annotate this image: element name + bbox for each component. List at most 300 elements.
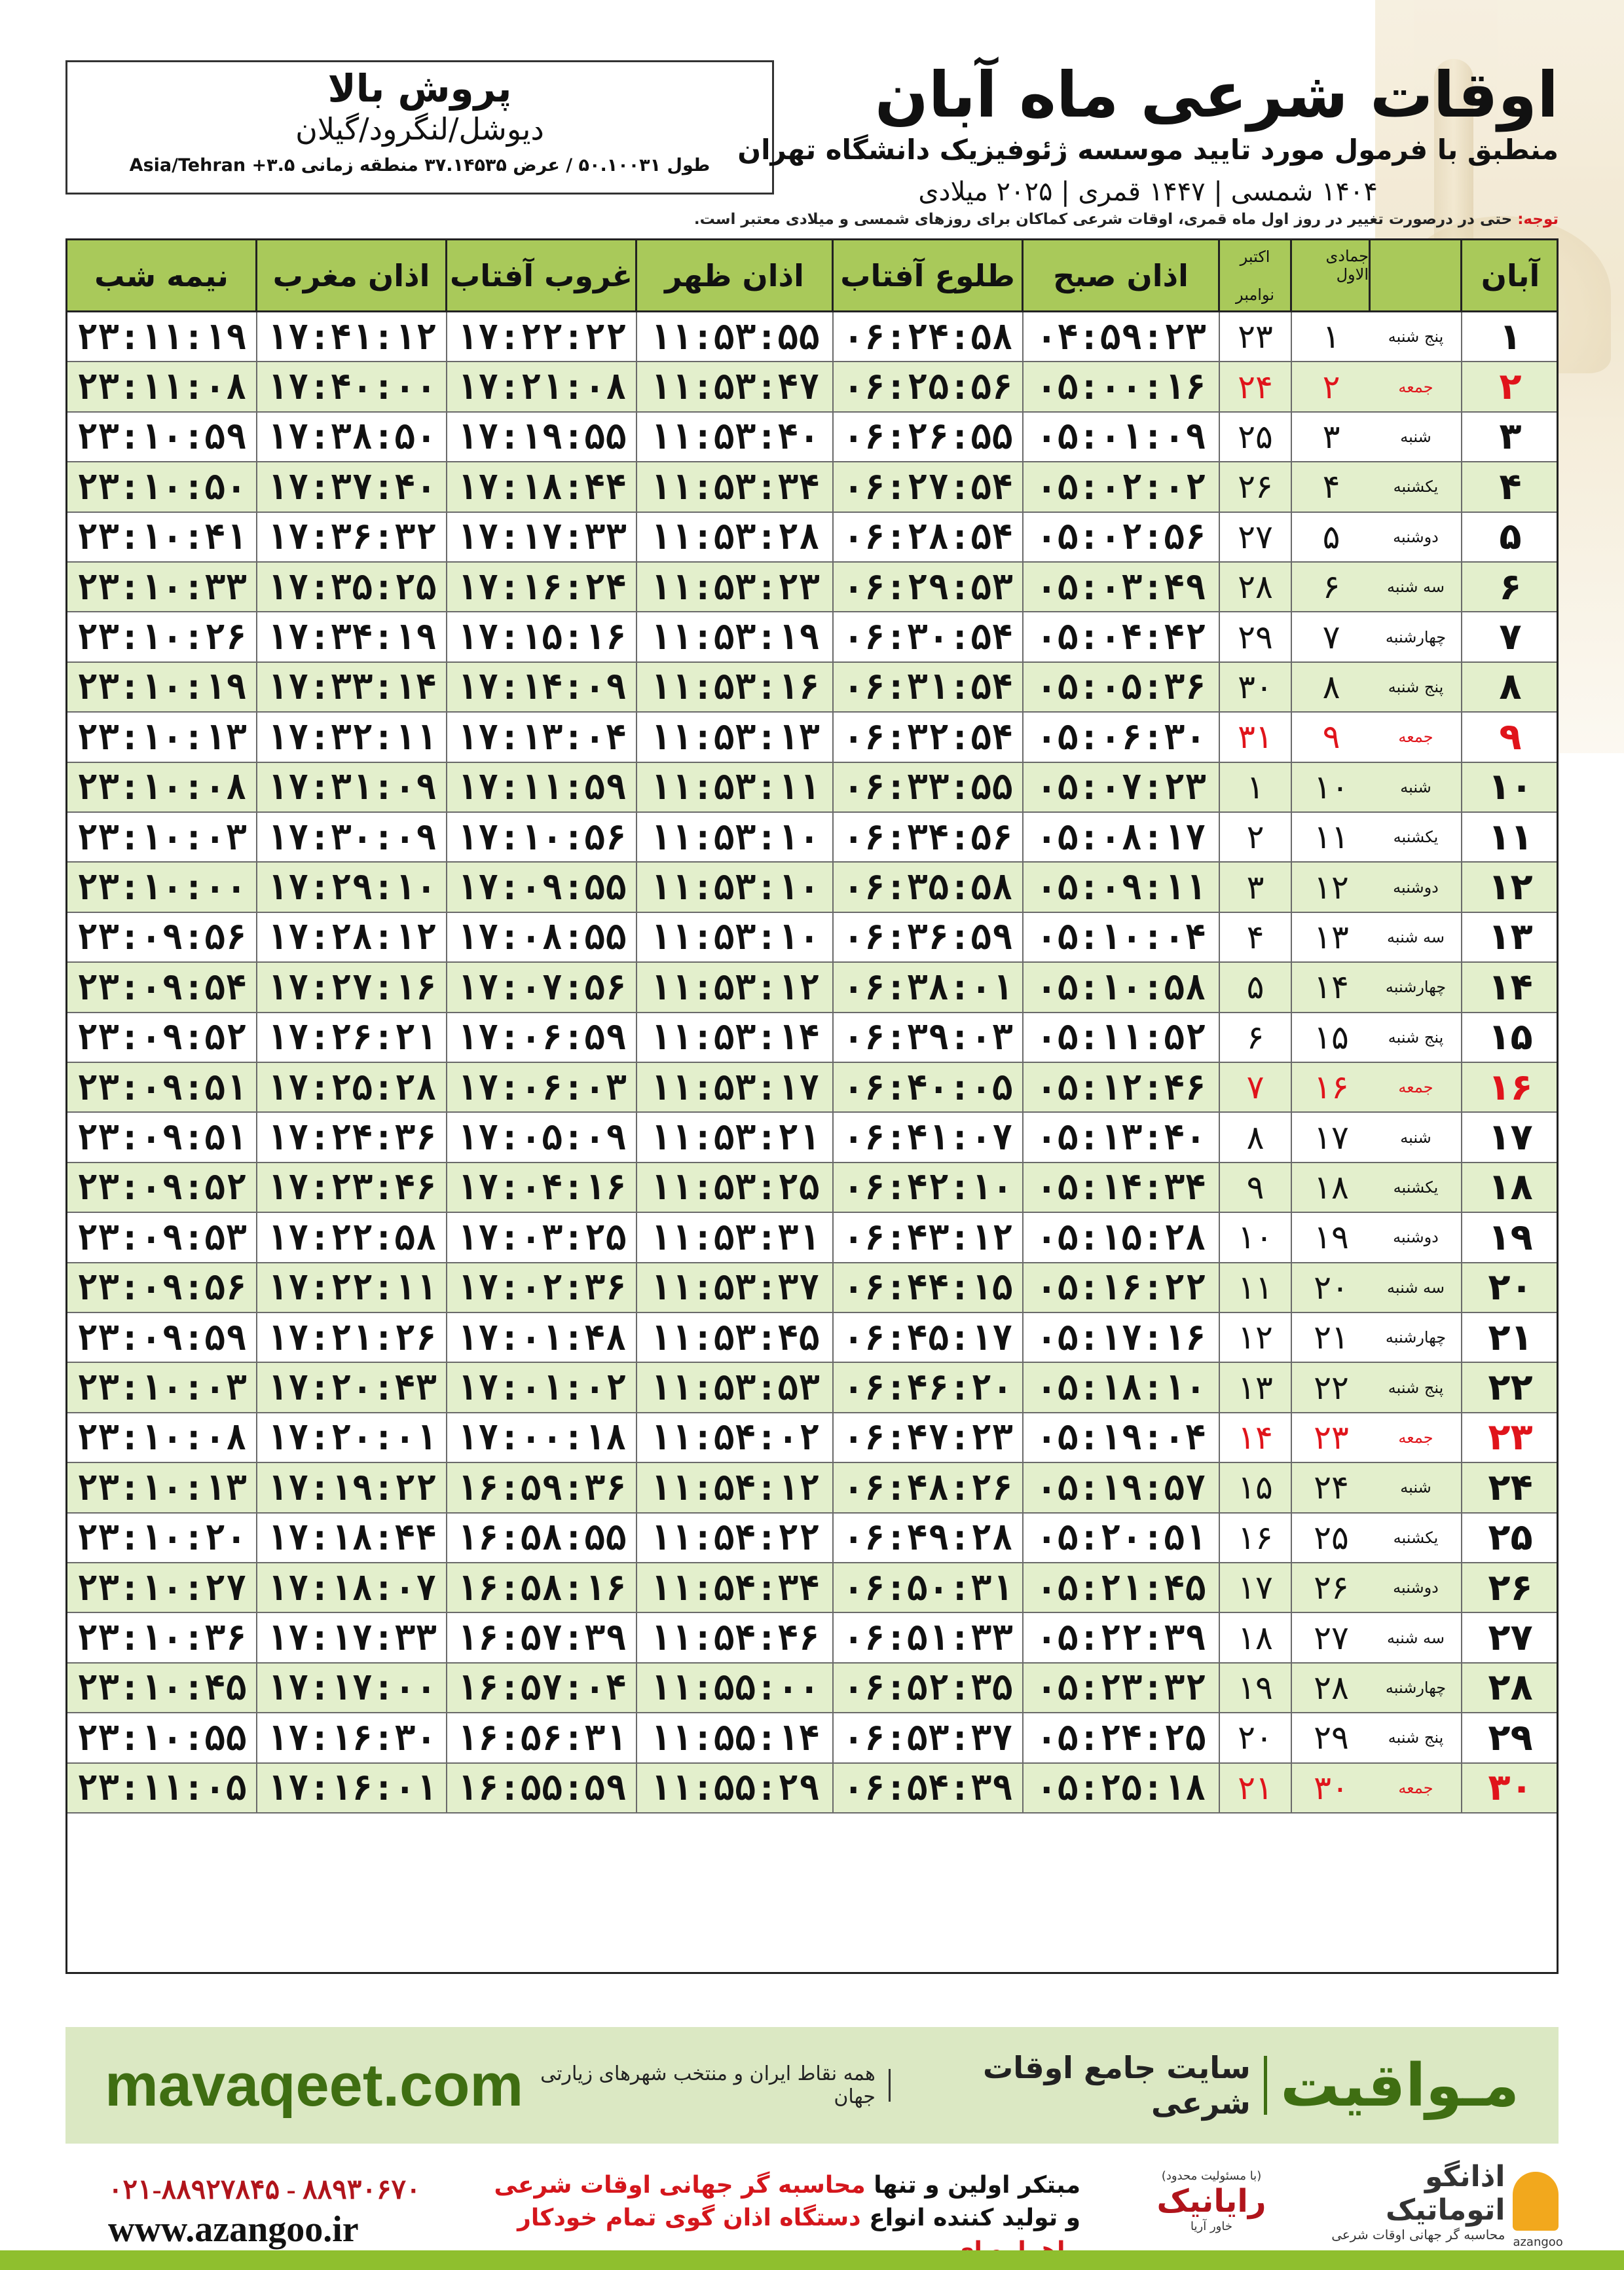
cell-dhuhr: ۱۱:۵۴:۰۲ bbox=[637, 1413, 834, 1462]
table-row bbox=[67, 813, 1557, 863]
cell-day: ۳۰ bbox=[1488, 1766, 1533, 1810]
cell-hj: ۱۶ bbox=[1314, 1068, 1349, 1107]
cell-maghrib: ۱۷:۳۶:۳۲ bbox=[257, 513, 447, 561]
cell-sunrise: ۰۶:۳۳:۵۵ bbox=[834, 763, 1024, 811]
cell-dhuhr: ۱۱:۵۳:۱۳ bbox=[637, 713, 834, 761]
cell-gr: ۱۰ bbox=[1220, 1213, 1292, 1261]
cell-midnight: ۲۳:۱۰:۳۶ bbox=[67, 1613, 257, 1662]
cell-midnight: ۲۳:۰۹:۵۶ bbox=[67, 913, 257, 961]
cell-sunrise: ۰۶:۳۹:۰۳ bbox=[834, 1013, 1024, 1062]
cell-fajr: ۰۵:۰۵:۳۶ bbox=[1024, 663, 1220, 711]
cell-fajr: ۰۵:۲۴:۲۵ bbox=[1024, 1713, 1220, 1762]
cell-dhuhr: ۱۱:۵۳:۲۵ bbox=[637, 1163, 834, 1212]
cell-maghrib: ۱۷:۱۸:۴۴ bbox=[257, 1514, 447, 1562]
cell-gr: ۱۶ bbox=[1220, 1514, 1292, 1562]
cell-day: ۱۶ bbox=[1488, 1066, 1533, 1109]
cell-sunrise: ۰۶:۵۰:۳۱ bbox=[834, 1563, 1024, 1612]
header-month: آبان bbox=[1481, 257, 1540, 293]
cell-dhuhr: ۱۱:۵۴:۴۶ bbox=[637, 1613, 834, 1662]
cell-sunrise: ۰۶:۳۴:۵۶ bbox=[834, 813, 1024, 861]
table-row bbox=[67, 1013, 1557, 1063]
cell-dhuhr: ۱۱:۵۳:۱۹ bbox=[637, 612, 834, 661]
cell-day: ۱۹ bbox=[1488, 1216, 1533, 1259]
cell-maghrib: ۱۷:۳۵:۲۵ bbox=[257, 563, 447, 611]
cell-gr: ۱۲ bbox=[1220, 1313, 1292, 1362]
cell-dhuhr: ۱۱:۵۴:۱۲ bbox=[637, 1463, 834, 1512]
cell-sunrise: ۰۶:۵۲:۳۵ bbox=[834, 1664, 1024, 1712]
cell-fajr: ۰۵:۱۷:۱۶ bbox=[1024, 1313, 1220, 1362]
cell-dhuhr: ۱۱:۵۴:۳۴ bbox=[637, 1563, 834, 1612]
cell-day: ۷ bbox=[1499, 616, 1522, 659]
cell-maghrib: ۱۷:۱۷:۳۳ bbox=[257, 1613, 447, 1662]
cell-dhuhr: ۱۱:۵۳:۱۰ bbox=[637, 913, 834, 961]
table-row bbox=[67, 1163, 1557, 1213]
table-row bbox=[67, 1413, 1557, 1463]
cell-gr: ۲ bbox=[1220, 813, 1292, 861]
cell-gr: ۱۸ bbox=[1220, 1613, 1292, 1662]
cell-midnight: ۲۳:۰۹:۵۳ bbox=[67, 1213, 257, 1261]
cell-sunrise: ۰۶:۲۶:۵۵ bbox=[834, 413, 1024, 461]
description-text: و تولید کننده انواع bbox=[860, 2205, 1080, 2231]
cell-dhuhr: ۱۱:۵۳:۵۳ bbox=[637, 1363, 834, 1411]
cell-dhuhr: ۱۱:۵۳:۵۵ bbox=[637, 312, 834, 361]
cell-wd: دوشنبه bbox=[1371, 863, 1462, 911]
cell-gr: ۲۳ bbox=[1220, 312, 1292, 361]
cell-dhuhr: ۱۱:۵۳:۳۱ bbox=[637, 1213, 834, 1261]
header-sunrise: طلوع آفتاب bbox=[834, 240, 1024, 310]
cell-hj: ۲۹ bbox=[1314, 1719, 1349, 1757]
cell-sunrise: ۰۶:۳۲:۵۴ bbox=[834, 713, 1024, 761]
cell-fajr: ۰۵:۰۴:۴۲ bbox=[1024, 612, 1220, 661]
azangoo-name: اذانگو اتوماتیک bbox=[1385, 2160, 1505, 2227]
cell-gr: ۲۰ bbox=[1220, 1713, 1292, 1762]
cell-dhuhr: ۱۱:۵۳:۱۴ bbox=[637, 1013, 834, 1062]
cell-dhuhr: ۱۱:۵۳:۱۶ bbox=[637, 663, 834, 711]
cell-day: ۴ bbox=[1499, 465, 1522, 508]
cell-gr: ۲۹ bbox=[1220, 612, 1292, 661]
prayer-times-table bbox=[65, 238, 1559, 1974]
cell-fajr: ۰۵:۰۲:۵۶ bbox=[1024, 513, 1220, 561]
cell-hj: ۲۳ bbox=[1314, 1418, 1349, 1457]
header-midnight: نیمه شب bbox=[67, 240, 257, 310]
cell-maghrib: ۱۷:۴۰:۰۰ bbox=[257, 362, 447, 411]
coordinates: طول ۵۰.۱۰۰۳۱ / عرض ۳۷.۱۴۵۳۵ منطقه زمانی ۳.۵+ Asia/Tehran bbox=[129, 155, 710, 176]
cell-fajr: ۰۵:۱۳:۴۰ bbox=[1024, 1113, 1220, 1161]
cell-maghrib: ۱۷:۲۹:۱۰ bbox=[257, 863, 447, 911]
cell-dhuhr: ۱۱:۵۳:۱۰ bbox=[637, 813, 834, 861]
cell-sunset: ۱۶:۵۷:۰۴ bbox=[447, 1664, 637, 1712]
cell-hj: ۲۰ bbox=[1314, 1268, 1349, 1307]
cell-hj: ۱۰ bbox=[1314, 768, 1349, 806]
table-row bbox=[67, 1664, 1557, 1713]
cell-midnight: ۲۳:۰۹:۵۲ bbox=[67, 1163, 257, 1212]
cell-sunrise: ۰۶:۴۶:۲۰ bbox=[834, 1363, 1024, 1411]
cell-sunrise: ۰۶:۵۴:۳۹ bbox=[834, 1764, 1024, 1812]
cell-midnight: ۲۳:۱۰:۰۸ bbox=[67, 763, 257, 811]
cell-midnight: ۲۳:۰۹:۵۴ bbox=[67, 963, 257, 1011]
cell-sunset: ۱۷:۰۰:۱۸ bbox=[447, 1413, 637, 1462]
cell-midnight: ۲۳:۱۱:۰۸ bbox=[67, 362, 257, 411]
cell-dhuhr: ۱۱:۵۳:۲۳ bbox=[637, 563, 834, 611]
cell-sunset: ۱۷:۰۶:۵۹ bbox=[447, 1013, 637, 1062]
cell-midnight: ۲۳:۱۰:۲۷ bbox=[67, 1563, 257, 1612]
cell-midnight: ۲۳:۱۰:۲۶ bbox=[67, 612, 257, 661]
cell-maghrib: ۱۷:۱۶:۰۱ bbox=[257, 1764, 447, 1812]
cell-midnight: ۲۳:۱۰:۴۱ bbox=[67, 513, 257, 561]
cell-day: ۹ bbox=[1499, 715, 1522, 758]
azangoo-mark-icon bbox=[1513, 2172, 1563, 2249]
cell-maghrib: ۱۷:۲۵:۲۸ bbox=[257, 1063, 447, 1111]
cell-hj: ۲ bbox=[1322, 367, 1340, 406]
cell-day: ۲۰ bbox=[1488, 1266, 1533, 1309]
cell-hj: ۳۰ bbox=[1314, 1768, 1349, 1807]
cell-sunset: ۱۷:۱۱:۵۹ bbox=[447, 763, 637, 811]
cell-midnight: ۲۳:۱۰:۰۸ bbox=[67, 1413, 257, 1462]
page-subtitle: منطبق با فرمول مورد تایید موسسه ژئوفیزیک دانشگاه تهران bbox=[737, 134, 1559, 166]
rayanik-logo bbox=[1113, 2165, 1310, 2237]
cell-midnight: ۲۳:۱۱:۰۵ bbox=[67, 1764, 257, 1812]
cell-fajr: ۰۵:۱۰:۵۸ bbox=[1024, 963, 1220, 1011]
cell-maghrib: ۱۷:۲۰:۴۳ bbox=[257, 1363, 447, 1411]
cell-maghrib: ۱۷:۱۶:۳۰ bbox=[257, 1713, 447, 1762]
cell-sunset: ۱۷:۱۳:۰۴ bbox=[447, 713, 637, 761]
rayanik-name: رایانیک bbox=[1156, 2183, 1266, 2220]
cell-gr: ۳ bbox=[1220, 863, 1292, 911]
table-header bbox=[67, 240, 1557, 312]
cell-dhuhr: ۱۱:۵۳:۲۸ bbox=[637, 513, 834, 561]
header-dhuhr: اذان ظهر bbox=[637, 240, 834, 310]
cell-hj: ۲۸ bbox=[1314, 1668, 1349, 1707]
table-row bbox=[67, 713, 1557, 762]
cell-gr: ۳۱ bbox=[1220, 713, 1292, 761]
header-maghrib: اذان مغرب bbox=[257, 240, 447, 310]
cell-hj: ۱۵ bbox=[1314, 1018, 1349, 1056]
cell-maghrib: ۱۷:۲۲:۱۱ bbox=[257, 1263, 447, 1312]
cell-maghrib: ۱۷:۲۲:۵۸ bbox=[257, 1213, 447, 1261]
cell-wd: پنج شنبه bbox=[1371, 663, 1462, 711]
header-greg-month-2: نوامبر bbox=[1235, 285, 1275, 304]
cell-hj: ۲۷ bbox=[1314, 1618, 1349, 1657]
header-fajr: اذان صبح bbox=[1024, 240, 1220, 310]
cell-wd: سه شنبه bbox=[1371, 563, 1462, 611]
cell-sunset: ۱۷:۱۵:۱۶ bbox=[447, 612, 637, 661]
cell-hj: ۸ bbox=[1322, 667, 1340, 706]
cell-gr: ۷ bbox=[1220, 1063, 1292, 1111]
cell-fajr: ۰۵:۱۲:۴۶ bbox=[1024, 1063, 1220, 1111]
cell-gr: ۱۳ bbox=[1220, 1363, 1292, 1411]
cell-fajr: ۰۵:۲۳:۳۲ bbox=[1024, 1664, 1220, 1712]
footer bbox=[65, 2160, 1563, 2253]
cell-midnight: ۲۳:۱۰:۰۳ bbox=[67, 813, 257, 861]
azangoo-sub: محاسبه گر جهانی اوقات شرعی bbox=[1331, 2227, 1505, 2242]
cell-wd: دوشنبه bbox=[1371, 513, 1462, 561]
phone-numbers: ۰۲۱-۸۸۹۲۷۸۴۵ - ۸۸۹۳۰۶۷۰ bbox=[108, 2175, 421, 2205]
rayanik-note: (با مسئولیت محدود) bbox=[1161, 2169, 1262, 2183]
cell-wd: چهارشنبه bbox=[1371, 963, 1462, 1011]
cell-gr: ۴ bbox=[1220, 913, 1292, 961]
notice-label: توجه: bbox=[1517, 211, 1559, 228]
cell-dhuhr: ۱۱:۵۳:۱۲ bbox=[637, 963, 834, 1011]
cell-maghrib: ۱۷:۳۰:۰۹ bbox=[257, 813, 447, 861]
cell-gr: ۵ bbox=[1220, 963, 1292, 1011]
cell-sunset: ۱۷:۰۵:۰۹ bbox=[447, 1113, 637, 1161]
cell-sunset: ۱۶:۵۶:۳۱ bbox=[447, 1713, 637, 1762]
cell-wd: سه شنبه bbox=[1371, 1613, 1462, 1662]
cell-sunset: ۱۷:۲۲:۲۲ bbox=[447, 312, 637, 361]
bottom-accent-bar bbox=[0, 2250, 1624, 2270]
cell-hj: ۳ bbox=[1322, 417, 1340, 456]
cell-day: ۳ bbox=[1499, 415, 1522, 458]
cell-dhuhr: ۱۱:۵۳:۴۰ bbox=[637, 413, 834, 461]
cell-day: ۱۸ bbox=[1488, 1166, 1533, 1209]
cell-sunset: ۱۷:۱۷:۳۳ bbox=[447, 513, 637, 561]
cell-sunset: ۱۷:۰۱:۰۲ bbox=[447, 1363, 637, 1411]
table-row bbox=[67, 1463, 1557, 1513]
cell-sunrise: ۰۶:۴۷:۲۳ bbox=[834, 1413, 1024, 1462]
cell-hj: ۲۶ bbox=[1314, 1569, 1349, 1607]
table-row bbox=[67, 1764, 1557, 1814]
cell-maghrib: ۱۷:۲۷:۱۶ bbox=[257, 963, 447, 1011]
cell-gr: ۲۴ bbox=[1220, 362, 1292, 411]
cell-maghrib: ۱۷:۳۷:۴۰ bbox=[257, 462, 447, 511]
cell-sunrise: ۰۶:۴۲:۱۰ bbox=[834, 1163, 1024, 1212]
region-name: دیوشل/لنگرود/گیلان bbox=[295, 111, 544, 147]
cell-sunrise: ۰۶:۴۴:۱۵ bbox=[834, 1263, 1024, 1312]
cell-fajr: ۰۴:۵۹:۲۳ bbox=[1024, 312, 1220, 361]
cell-maghrib: ۱۷:۳۳:۱۴ bbox=[257, 663, 447, 711]
cell-gr: ۱۹ bbox=[1220, 1664, 1292, 1712]
cell-sunset: ۱۷:۲۱:۰۸ bbox=[447, 362, 637, 411]
cell-wd: یکشنبه bbox=[1371, 462, 1462, 511]
cell-wd: دوشنبه bbox=[1371, 1563, 1462, 1612]
cell-hj: ۱۸ bbox=[1314, 1168, 1349, 1206]
cell-midnight: ۲۳:۱۰:۰۰ bbox=[67, 863, 257, 911]
cell-hj: ۴ bbox=[1322, 468, 1340, 506]
cell-sunrise: ۰۶:۲۷:۵۴ bbox=[834, 462, 1024, 511]
cell-gr: ۹ bbox=[1220, 1163, 1292, 1212]
cell-fajr: ۰۵:۱۴:۳۴ bbox=[1024, 1163, 1220, 1212]
cell-sunset: ۱۷:۱۸:۴۴ bbox=[447, 462, 637, 511]
description-highlight: دستگاه اذان گوی تمام خودکار bbox=[517, 2205, 861, 2231]
cell-wd: دوشنبه bbox=[1371, 1213, 1462, 1261]
cell-wd: شنبه bbox=[1371, 1463, 1462, 1512]
cell-day: ۱۷ bbox=[1488, 1116, 1533, 1159]
cell-maghrib: ۱۷:۱۹:۲۲ bbox=[257, 1463, 447, 1512]
header-hijri: جمادی الاول bbox=[1292, 240, 1371, 310]
mavaqeet-banner bbox=[65, 2027, 1559, 2144]
table-row bbox=[67, 1063, 1557, 1113]
cell-sunrise: ۰۶:۴۹:۲۸ bbox=[834, 1514, 1024, 1562]
cell-midnight: ۲۳:۰۹:۵۱ bbox=[67, 1113, 257, 1161]
cell-sunset: ۱۶:۵۵:۵۹ bbox=[447, 1764, 637, 1812]
cell-maghrib: ۱۷:۳۱:۰۹ bbox=[257, 763, 447, 811]
cell-sunset: ۱۷:۰۸:۵۵ bbox=[447, 913, 637, 961]
cell-sunrise: ۰۶:۲۸:۵۴ bbox=[834, 513, 1024, 561]
page-header bbox=[737, 59, 1559, 210]
cell-hj: ۹ bbox=[1322, 718, 1340, 756]
site-url[interactable]: mavaqeet.com bbox=[105, 2051, 524, 2119]
cell-wd: سه شنبه bbox=[1371, 1263, 1462, 1312]
cell-hj: ۲۵ bbox=[1314, 1518, 1349, 1557]
table-row bbox=[67, 1263, 1557, 1313]
cell-day: ۱۳ bbox=[1488, 916, 1533, 959]
city-name: پروش بالا bbox=[327, 66, 512, 111]
cell-gr: ۳۰ bbox=[1220, 663, 1292, 711]
table-row bbox=[67, 362, 1557, 412]
cell-day: ۱۰ bbox=[1488, 766, 1533, 809]
cell-wd: شنبه bbox=[1371, 763, 1462, 811]
cell-fajr: ۰۵:۰۷:۲۳ bbox=[1024, 763, 1220, 811]
table-row bbox=[67, 763, 1557, 813]
cell-day: ۲۸ bbox=[1488, 1666, 1533, 1709]
cell-hj: ۵ bbox=[1322, 517, 1340, 556]
table-row bbox=[67, 462, 1557, 512]
divider bbox=[889, 2069, 891, 2102]
cell-fajr: ۰۵:۱۵:۲۸ bbox=[1024, 1213, 1220, 1261]
azangoo-mark-text: azangoo bbox=[1513, 2235, 1563, 2249]
cell-hj: ۱۴ bbox=[1314, 968, 1349, 1007]
cell-sunrise: ۰۶:۲۹:۵۳ bbox=[834, 563, 1024, 611]
cell-midnight: ۲۳:۱۰:۵۰ bbox=[67, 462, 257, 511]
cell-hj: ۱۱ bbox=[1314, 818, 1349, 857]
cell-wd: شنبه bbox=[1371, 413, 1462, 461]
cell-wd: جمعه bbox=[1371, 362, 1462, 411]
table-row bbox=[67, 1514, 1557, 1563]
cell-wd: یکشنبه bbox=[1371, 1514, 1462, 1562]
cell-sunset: ۱۷:۱۶:۲۴ bbox=[447, 563, 637, 611]
table-row bbox=[67, 1713, 1557, 1763]
cell-sunrise: ۰۶:۴۰:۰۵ bbox=[834, 1063, 1024, 1111]
cell-dhuhr: ۱۱:۵۳:۱۷ bbox=[637, 1063, 834, 1111]
cell-sunset: ۱۷:۱۰:۵۶ bbox=[447, 813, 637, 861]
table-row bbox=[67, 413, 1557, 462]
cell-sunset: ۱۶:۵۸:۵۵ bbox=[447, 1514, 637, 1562]
cell-fajr: ۰۵:۱۹:۰۴ bbox=[1024, 1413, 1220, 1462]
cell-dhuhr: ۱۱:۵۵:۱۴ bbox=[637, 1713, 834, 1762]
description-line-1 bbox=[491, 2169, 1080, 2202]
cell-sunset: ۱۶:۵۹:۳۶ bbox=[447, 1463, 637, 1512]
cell-sunrise: ۰۶:۲۵:۵۶ bbox=[834, 362, 1024, 411]
table-row bbox=[67, 612, 1557, 662]
cell-sunrise: ۰۶:۴۸:۲۶ bbox=[834, 1463, 1024, 1512]
table-row bbox=[67, 1213, 1557, 1263]
table-row bbox=[67, 913, 1557, 963]
cell-wd: جمعه bbox=[1371, 713, 1462, 761]
cell-day: ۱۴ bbox=[1488, 965, 1533, 1009]
cell-dhuhr: ۱۱:۵۳:۱۰ bbox=[637, 863, 834, 911]
cell-midnight: ۲۳:۱۰:۱۹ bbox=[67, 663, 257, 711]
header-weekday-spacer bbox=[1371, 240, 1462, 310]
cell-gr: ۶ bbox=[1220, 1013, 1292, 1062]
rayanik-sub: خاور آریا bbox=[1190, 2220, 1232, 2233]
cell-midnight: ۲۳:۱۰:۵۵ bbox=[67, 1713, 257, 1762]
cell-sunset: ۱۷:۰۹:۵۵ bbox=[447, 863, 637, 911]
cell-wd: جمعه bbox=[1371, 1063, 1462, 1111]
cell-midnight: ۲۳:۱۰:۵۹ bbox=[67, 413, 257, 461]
cell-wd: یکشنبه bbox=[1371, 1163, 1462, 1212]
banner-brand-group bbox=[523, 2050, 1519, 2121]
table-row bbox=[67, 1113, 1557, 1163]
cell-gr: ۱ bbox=[1220, 763, 1292, 811]
cell-maghrib: ۱۷:۳۸:۵۰ bbox=[257, 413, 447, 461]
cell-midnight: ۲۳:۰۹:۵۲ bbox=[67, 1013, 257, 1062]
cell-gr: ۸ bbox=[1220, 1113, 1292, 1161]
cell-sunrise: ۰۶:۴۳:۱۲ bbox=[834, 1213, 1024, 1261]
cell-day: ۱۵ bbox=[1488, 1016, 1533, 1059]
cell-maghrib: ۱۷:۳۲:۱۱ bbox=[257, 713, 447, 761]
company-website[interactable]: www.azangoo.ir bbox=[108, 2209, 359, 2250]
cell-maghrib: ۱۷:۲۸:۱۲ bbox=[257, 913, 447, 961]
table-row bbox=[67, 513, 1557, 563]
cell-sunset: ۱۷:۰۴:۱۶ bbox=[447, 1163, 637, 1212]
brand-logo-text: مـواقیت bbox=[1280, 2051, 1519, 2120]
cell-maghrib: ۱۷:۴۱:۱۲ bbox=[257, 312, 447, 361]
cell-wd: جمعه bbox=[1371, 1764, 1462, 1812]
cell-maghrib: ۱۷:۱۸:۰۷ bbox=[257, 1563, 447, 1612]
cell-gr: ۱۷ bbox=[1220, 1563, 1292, 1612]
cell-wd: شنبه bbox=[1371, 1113, 1462, 1161]
cell-dhuhr: ۱۱:۵۳:۱۱ bbox=[637, 763, 834, 811]
cell-sunset: ۱۷:۱۹:۵۵ bbox=[447, 413, 637, 461]
cell-day: ۱۱ bbox=[1488, 815, 1533, 859]
cell-fajr: ۰۵:۲۲:۳۹ bbox=[1024, 1613, 1220, 1662]
description-text: مبتکر اولین و تنها bbox=[865, 2172, 1080, 2199]
cell-fajr: ۰۵:۰۶:۳۰ bbox=[1024, 713, 1220, 761]
cell-wd: پنج شنبه bbox=[1371, 312, 1462, 361]
cell-day: ۶ bbox=[1499, 565, 1522, 608]
cell-hj: ۱۳ bbox=[1314, 918, 1349, 956]
table-row bbox=[67, 1563, 1557, 1613]
notice-text: حتی در درصورت تغییر در روز اول ماه قمری، اوقات شرعی کماکان برای روزهای شمسی و میلادی معتبر است. bbox=[693, 211, 1513, 228]
azangoo-text bbox=[1323, 2160, 1505, 2242]
cell-wd: پنج شنبه bbox=[1371, 1363, 1462, 1411]
cell-dhuhr: ۱۱:۵۵:۰۰ bbox=[637, 1664, 834, 1712]
cell-hj: ۲۴ bbox=[1314, 1468, 1349, 1507]
cell-dhuhr: ۱۱:۵۳:۲۱ bbox=[637, 1113, 834, 1161]
cell-sunset: ۱۷:۱۴:۰۹ bbox=[447, 663, 637, 711]
cell-day: ۲۳ bbox=[1488, 1416, 1533, 1459]
cell-day: ۸ bbox=[1499, 665, 1522, 709]
cell-fajr: ۰۵:۰۳:۴۹ bbox=[1024, 563, 1220, 611]
cell-fajr: ۰۵:۰۸:۱۷ bbox=[1024, 813, 1220, 861]
cell-midnight: ۲۳:۱۰:۱۳ bbox=[67, 713, 257, 761]
cell-day: ۲۲ bbox=[1488, 1366, 1533, 1409]
cell-sunset: ۱۷:۰۶:۰۳ bbox=[447, 1063, 637, 1111]
cell-sunset: ۱۶:۵۷:۳۹ bbox=[447, 1613, 637, 1662]
table-row bbox=[67, 1313, 1557, 1363]
cell-fajr: ۰۵:۲۱:۴۵ bbox=[1024, 1563, 1220, 1612]
cell-midnight: ۲۳:۱۰:۳۳ bbox=[67, 563, 257, 611]
cell-fajr: ۰۵:۱۶:۲۲ bbox=[1024, 1263, 1220, 1312]
cell-maghrib: ۱۷:۲۳:۴۶ bbox=[257, 1163, 447, 1212]
cell-sunrise: ۰۶:۲۴:۵۸ bbox=[834, 312, 1024, 361]
cell-day: ۲ bbox=[1499, 365, 1522, 409]
header-sunset: غروب آفتاب bbox=[447, 240, 637, 310]
azangoo-logo bbox=[1323, 2160, 1563, 2249]
cell-midnight: ۲۳:۱۰:۰۳ bbox=[67, 1363, 257, 1411]
description-highlight: محاسبه گر جهانی اوقات شرعی bbox=[494, 2172, 866, 2199]
cell-midnight: ۲۳:۱۰:۴۵ bbox=[67, 1664, 257, 1712]
cell-sunrise: ۰۶:۳۸:۰۱ bbox=[834, 963, 1024, 1011]
cell-sunset: ۱۷:۰۳:۲۵ bbox=[447, 1213, 637, 1261]
cell-fajr: ۰۵:۲۵:۱۸ bbox=[1024, 1764, 1220, 1812]
cell-fajr: ۰۵:۱۸:۱۰ bbox=[1024, 1363, 1220, 1411]
cell-gr: ۲۵ bbox=[1220, 413, 1292, 461]
cell-wd: چهارشنبه bbox=[1371, 1664, 1462, 1712]
cell-midnight: ۲۳:۰۹:۵۱ bbox=[67, 1063, 257, 1111]
cell-dhuhr: ۱۱:۵۳:۳۴ bbox=[637, 462, 834, 511]
cell-sunrise: ۰۶:۴۵:۱۷ bbox=[834, 1313, 1024, 1362]
